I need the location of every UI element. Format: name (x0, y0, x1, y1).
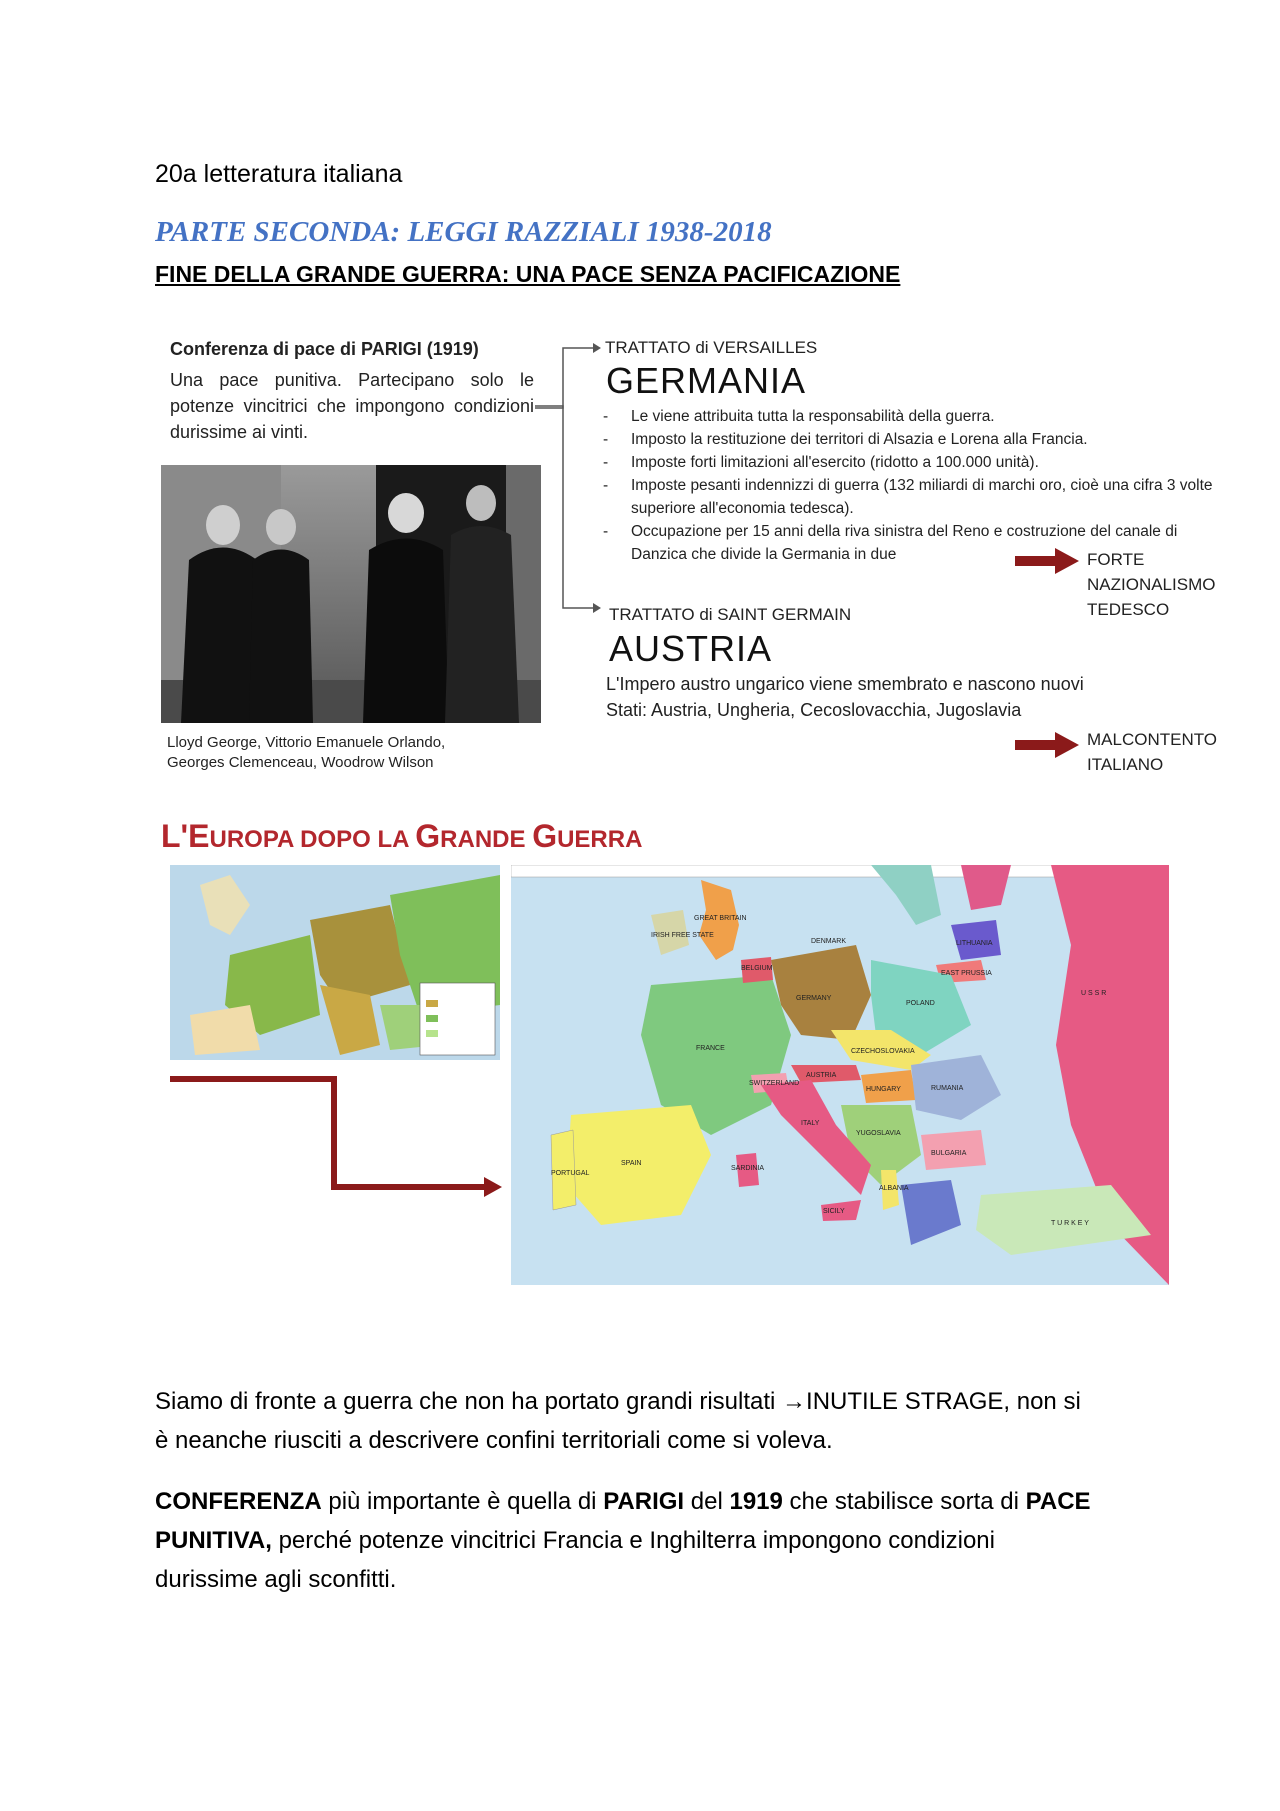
result-line: ITALIANO (1087, 755, 1164, 774)
section-title: FINE DELLA GRANDE GUERRA: UNA PACE SENZA PACIFICAZIONE (155, 261, 901, 287)
text-span: che stabilisce sorta di (782, 1488, 1026, 1515)
map-connector-arrow (168, 1075, 508, 1200)
map-label: HUNGARY (866, 1086, 901, 1093)
list-item: - Imposte pesanti indennizzi di guerra (132 miliardi di marchi oro, cioè una cifra 3 volte superiore all'economia tedesca). (603, 474, 1223, 520)
map-label: ITALY (801, 1120, 820, 1127)
map-label: U S S R (1081, 990, 1107, 997)
map-label: FRANCE (696, 1045, 725, 1052)
bold-term: PACE (1025, 1488, 1091, 1515)
bold-term: CONFERENZA (155, 1488, 322, 1515)
conference-title: Conferenza di pace di PARIGI (1919) (170, 339, 479, 359)
text-line (155, 1521, 1145, 1560)
austria-heading: AUSTRIA (609, 628, 773, 669)
title-part: G (532, 818, 558, 854)
map-label: YUGOSLAVIA (856, 1130, 901, 1137)
result-german-nationalism (1087, 547, 1215, 622)
arrow-right-icon (1015, 548, 1080, 574)
map-label: LITHUANIA (956, 940, 993, 947)
title-part: L' (161, 818, 189, 854)
text-line: è neanche riusciti a descrivere confini territoriali come si voleva. (155, 1427, 833, 1454)
bold-term: 1919 (729, 1488, 783, 1515)
map-label: SICILY (823, 1208, 845, 1215)
map-label: BELGIUM (741, 965, 773, 972)
paragraph-conferenza (155, 1482, 1145, 1599)
title-part: UERRA (557, 826, 643, 853)
postwar-europe-map (511, 865, 1169, 1285)
map-label: CZECHOSLOVAKIA (851, 1048, 915, 1055)
photo-caption (167, 733, 445, 773)
conference-text: Una pace punitiva. Partecipano solo le potenze vincitrici che impongono condizioni durissime ai vinti. (170, 370, 534, 442)
map-label: PORTUGAL (551, 1170, 590, 1177)
map-label: SPAIN (621, 1160, 642, 1167)
title-part: G (415, 818, 441, 854)
map-label: SARDINIA (731, 1165, 765, 1172)
map-label: ALBANIA (879, 1185, 909, 1192)
list-item: - Imposte forti limitazioni all'esercito (ridotto a 100.000 unità). (603, 451, 1223, 474)
treaty-connector (535, 340, 605, 620)
saint-germain-label: TRATTATO di SAINT GERMAIN (609, 605, 852, 624)
text-line: Stati: Austria, Ungheria, Cecoslovacchia, Jugoslavia (606, 700, 1022, 720)
peace-conference-photo (161, 465, 541, 723)
bold-term: PARIGI (603, 1488, 685, 1515)
map-label: AUSTRIA (806, 1072, 837, 1079)
versailles-label: TRATTATO di VERSAILLES (605, 338, 818, 357)
paragraph-inutile-strage (155, 1382, 1145, 1460)
map-label: SWITZERLAND (749, 1080, 800, 1087)
list-item: - Occupazione per 15 anni della riva sinistra del Reno e costruzione del canale di Danzica che divide la Germania in due (603, 520, 1223, 566)
austria-text (606, 671, 1166, 723)
map-label: BULGARIA (931, 1150, 967, 1157)
text-line: L'Impero austro ungarico viene smembrato e nascono nuovi (606, 674, 1084, 694)
map-label: GREAT BRITAIN (694, 915, 747, 922)
caption-line: Georges Clemenceau, Woodrow Wilson (167, 754, 434, 771)
bold-term: PUNITIVA, (155, 1527, 272, 1554)
text-line (155, 1482, 1145, 1521)
versailles-terms (603, 405, 1223, 566)
result-italian-discontent (1087, 727, 1217, 777)
text-line: Siamo di fronte a guerra che non ha portato grandi risultati →INUTILE STRAGE, non si (155, 1388, 1081, 1415)
text-line: durissime agli sconfitti. (155, 1566, 397, 1593)
title-part: E (188, 818, 210, 854)
map-label: RUMANIA (931, 1085, 964, 1092)
arrow-right-icon (1015, 732, 1080, 758)
result-line: NAZIONALISMO (1087, 575, 1216, 594)
text-span: perché potenze vincitrici Francia e Inghilterra impongono condizioni (271, 1527, 995, 1554)
part-title: PARTE SECONDA: LEGGI RAZZIALI 1938-2018 (155, 216, 772, 248)
map-label: DENMARK (811, 938, 847, 945)
caption-line: Lloyd George, Vittorio Emanuele Orlando, (167, 734, 446, 751)
prewar-europe-map (170, 865, 500, 1060)
result-line: TEDESCO (1087, 600, 1170, 619)
list-item: - Le viene attribuita tutta la responsabilità della guerra. (603, 405, 1223, 428)
map-label: IRISH FREE STATE (651, 932, 714, 939)
result-line: FORTE (1087, 550, 1145, 569)
map-label: T U R K E Y (1051, 1220, 1089, 1227)
map-label: EAST PRUSSIA (941, 970, 992, 977)
map-label: GERMANY (796, 995, 832, 1002)
map-label: POLAND (906, 1000, 935, 1007)
title-part: RANDE (440, 826, 533, 853)
title-part: UROPA DOPO LA (209, 826, 416, 853)
text-span: più importante è quella di (321, 1488, 604, 1515)
document-header: 20a letteratura italiana (155, 160, 403, 188)
text-span: del (684, 1488, 730, 1515)
germany-heading: GERMANIA (606, 360, 807, 401)
list-item: - Imposto la restituzione dei territori di Alsazia e Lorena alla Francia. (603, 428, 1223, 451)
map-section-title (161, 818, 642, 855)
result-line: MALCONTENTO (1087, 730, 1218, 749)
